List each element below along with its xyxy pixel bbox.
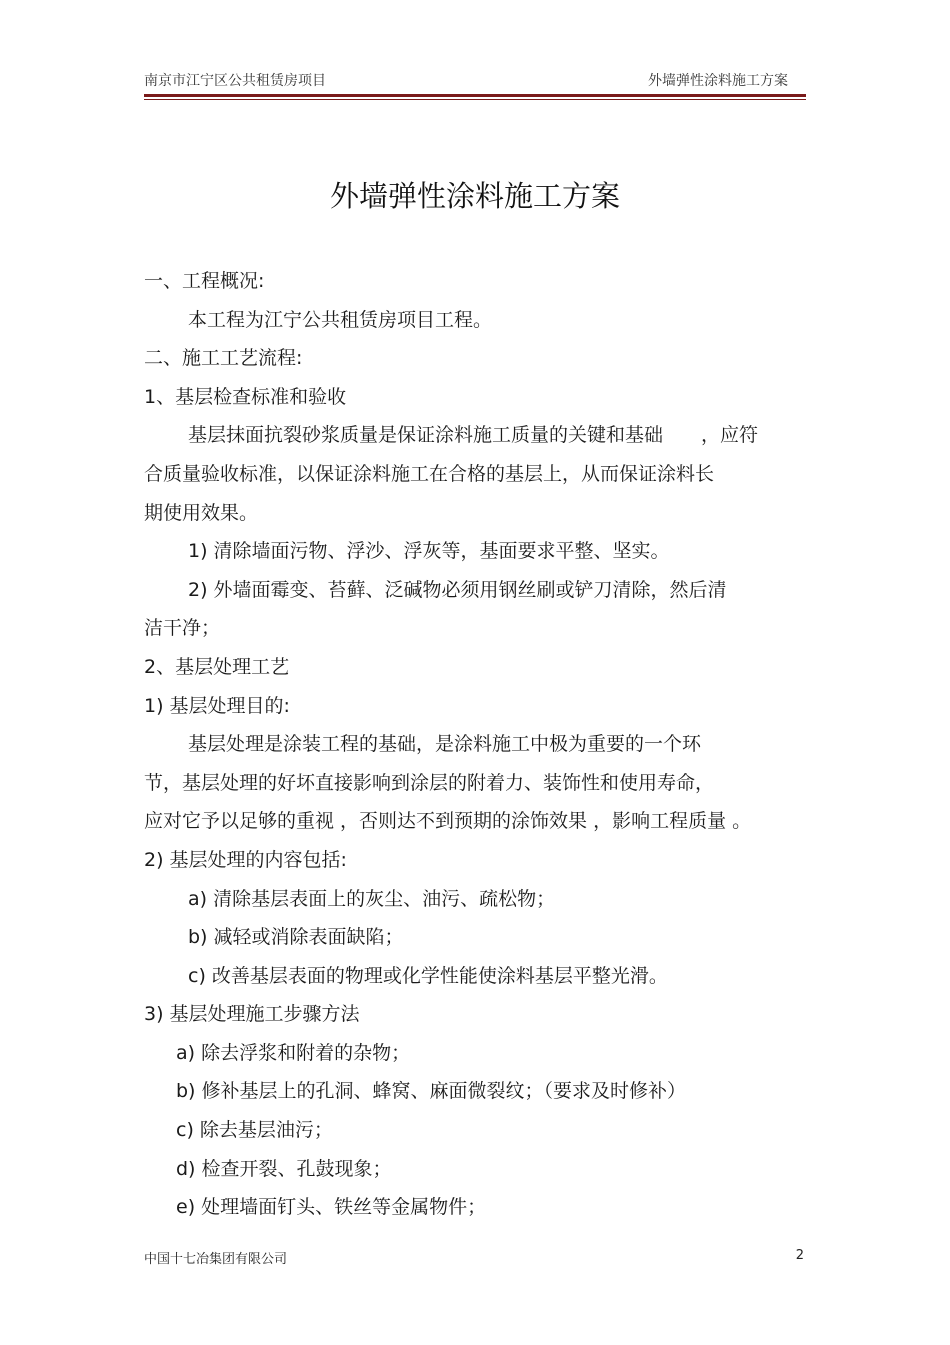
- body-line: 洁干净；: [144, 617, 221, 640]
- header-rule-thin: [144, 99, 806, 100]
- body-line: 基层处理是涂装工程的基础，是涂料施工中极为重要的一个环: [188, 733, 702, 756]
- body-line: 合质量验收标准，以保证涂料施工在合格的基层上，从而保证涂料长: [144, 462, 715, 485]
- body-line: d) 检查开裂、孔鼓现象；: [176, 1157, 392, 1180]
- body-line: 应对它予以足够的重视 ，否则达不到预期的涂饰效果 ，影响工程质量 。: [144, 810, 752, 833]
- body-line: 期使用效果。: [144, 501, 259, 524]
- body-line: 2) 基层处理的内容包括:: [144, 848, 347, 871]
- body-line: 一、工程概况:: [144, 270, 265, 292]
- body-line: 基层抹面抗裂砂浆质量是保证涂料施工质量的关键和基础 ，应符: [188, 424, 759, 447]
- header-project-name: 南京市江宁区公共租赁房项目: [144, 73, 326, 89]
- body-line: c) 除去基层油污；: [176, 1119, 333, 1142]
- body-line: 节，基层处理的好坏直接影响到涂层的附着力、装饰性和使用寿命，: [144, 771, 715, 794]
- header-rule-thick: [144, 94, 806, 97]
- document-body: [144, 262, 806, 1227]
- body-line: 二、施工工艺流程:: [144, 347, 303, 370]
- body-line: 2、基层处理工艺: [144, 655, 290, 678]
- page-title: 外墙弹性涂料施工方案: [329, 179, 620, 213]
- body-line: a) 除去浮浆和附着的杂物；: [176, 1041, 411, 1064]
- footer-page-number: 2: [795, 1248, 804, 1263]
- body-line: e) 处理墙面钉头、铁丝等金属物件；: [176, 1196, 487, 1219]
- footer-company: 中国十七冶集团有限公司: [144, 1252, 288, 1267]
- body-line: b) 修补基层上的孔洞、蜂窝、麻面微裂纹；（要求及时修补）: [176, 1080, 687, 1103]
- header-document-title: 外墙弹性涂料施工方案: [648, 73, 788, 89]
- body-line: b) 减轻或消除表面缺陷；: [188, 926, 404, 949]
- body-line: 1、基层检查标准和验收: [144, 385, 347, 408]
- body-line: 1) 基层处理目的:: [144, 694, 290, 717]
- body-line: a) 清除基层表面上的灰尘、油污、疏松物；: [188, 887, 556, 910]
- body-line: 2) 外墙面霉变、苔藓、泛碱物必须用钢丝刷或铲刀清除，然后清: [188, 578, 727, 601]
- body-line: 本工程为江宁公共租赁房项目工程。: [188, 308, 493, 331]
- body-line: 3) 基层处理施工步骤方法: [144, 1003, 360, 1026]
- body-line: c) 改善基层表面的物理或化学性能使涂料基层平整光滑。: [188, 964, 668, 987]
- body-line: 1) 清除墙面污物、浮沙、浮灰等，基面要求平整、坚实。: [188, 540, 670, 563]
